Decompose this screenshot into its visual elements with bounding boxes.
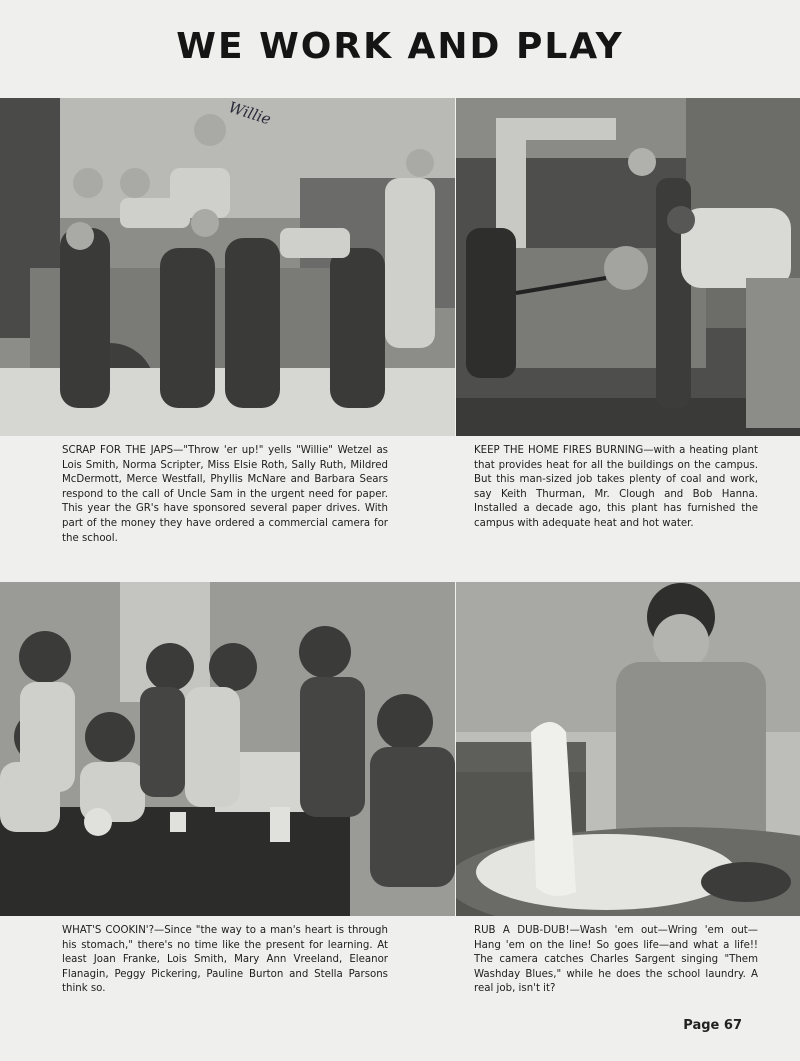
paper-drive-photo: [0, 98, 455, 436]
paper-drive-caption: SCRAP FOR THE JAPS—"Throw 'er up!" yells "Willie" Wetzel as Lois Smith, Norma Scripter, Miss Elsie Roth, Sally Ruth, Mildred McDermott, Merce Westfall, Phyllis McNare and Barbara Sears respond to the call of Uncle Sam in the urgent need for paper. This year the GR's have sponsored several paper drives. With part of the money they have ordered a commercial camera for the school.: [62, 445, 388, 544]
cooking-class-caption: WHAT'S COOKIN'?—Since "the way to a man's heart is through his stomach," there's no time like the present for learning. At least Joan Franke, Lois Smith, Mary Ann Vreeland, Eleanor Flanagin, Peggy Pickering, Pauline Burton and Stella Parsons think so.: [62, 925, 388, 995]
heating-plant-photo: [456, 98, 800, 436]
heating-plant-caption: KEEP THE HOME FIRES BURNING—with a heating plant that provides heat for all the buildings on the campus. But this man-sized job takes plenty of coal and work, say Keith Thurman, Mr. Clough and Bob Hanna. Installed a decade ago, this plant has furnished the campus with adequate heat and hot water.: [474, 445, 758, 529]
page-title: WE WORK AND PLAY: [176, 26, 624, 67]
signature-scrawl: Willie: [226, 98, 274, 129]
laundry-caption: RUB A DUB-DUB!—Wash 'em out—Wring 'em out—Hang 'em on the line! So goes life—and what a life!! The camera catches Charles Sargent singing "Them Washday Blues," while he does the school laundry. A real job, isn't it?: [474, 925, 758, 995]
laundry-photo: [456, 582, 800, 916]
page-number: Page 67: [683, 1018, 742, 1033]
cooking-class-photo: [0, 582, 455, 916]
